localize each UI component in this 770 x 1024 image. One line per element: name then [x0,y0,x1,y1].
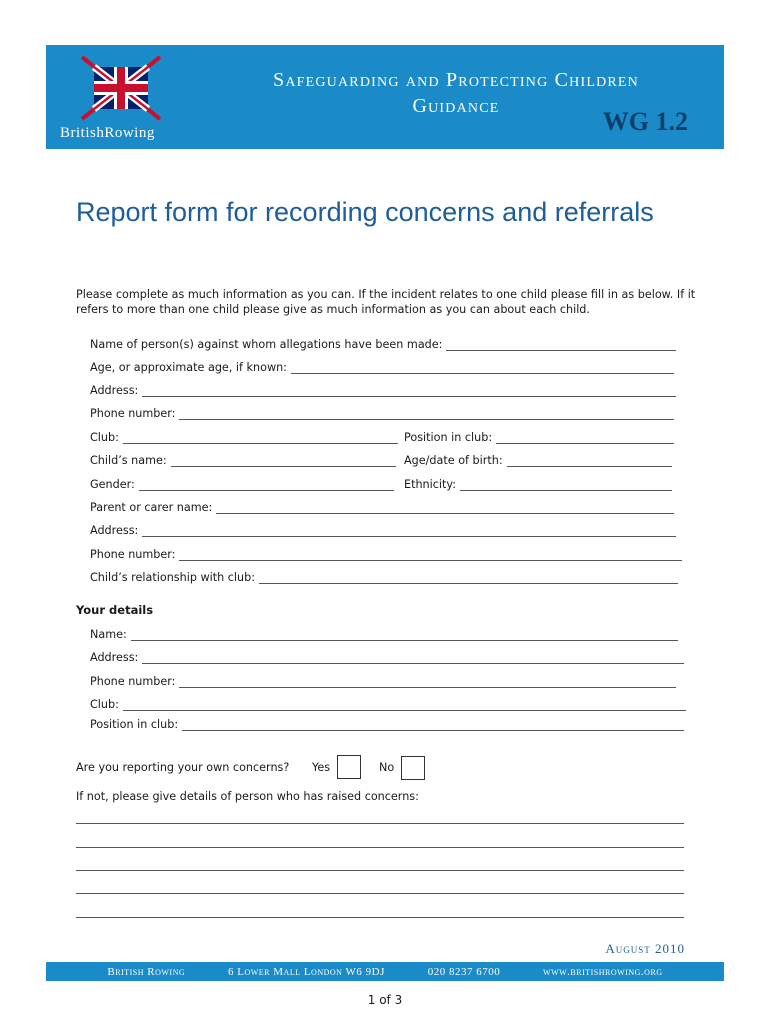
input-line[interactable] [171,455,396,467]
field-your-address[interactable] [90,648,684,664]
british-rowing-logo [60,55,180,141]
details-line-1[interactable] [76,823,684,824]
field-label: Name: [90,628,127,641]
field-your-phone[interactable] [90,672,676,688]
field-label: Position in club: [90,718,179,731]
field-your-club[interactable] [90,695,686,711]
input-line[interactable] [179,549,682,561]
input-line[interactable] [142,385,676,397]
input-line[interactable] [123,432,398,444]
input-line[interactable] [446,339,676,351]
field-label: Address: [90,524,139,537]
field-your-position[interactable] [90,715,684,731]
field-label: Age, or approximate age, if known: [90,361,287,374]
field-address[interactable] [90,381,676,397]
input-line[interactable] [131,629,678,641]
field-name-alleged[interactable] [90,335,676,351]
field-phone-2[interactable] [90,545,682,561]
union-jack-oars-icon [80,55,162,121]
field-label: Child’s relationship with club: [90,571,255,584]
your-details-heading: Your details [76,603,154,617]
field-label: Phone number: [90,407,176,420]
field-gender[interactable] [90,475,394,491]
input-line[interactable] [179,408,674,420]
field-club[interactable] [90,428,398,444]
yes-checkbox[interactable] [337,755,361,779]
field-age[interactable] [90,358,674,374]
field-age-dob[interactable] [404,451,672,467]
no-checkbox[interactable] [401,756,425,780]
logo-wordmark: BritishRowing [60,125,155,141]
page-title: Report form for recording concerns and referrals [76,197,654,227]
guidance-title-line2: Guidance [412,95,500,117]
details-line-5[interactable] [76,917,684,918]
input-line[interactable] [507,455,672,467]
field-label: Child’s name: [90,454,167,467]
input-line[interactable] [460,479,672,491]
field-ethnicity[interactable] [404,475,672,491]
details-line-4[interactable] [76,893,684,894]
input-line[interactable] [139,479,394,491]
guidance-title-line1: Safeguarding and Protecting Children [273,69,639,91]
document-date: August 2010 [605,941,685,956]
field-label: Parent or carer name: [90,501,213,514]
field-label: Club: [90,698,119,711]
details-line-2[interactable] [76,847,684,848]
input-line[interactable] [123,699,686,711]
field-your-name[interactable] [90,625,678,641]
field-parent[interactable] [90,498,674,514]
input-line[interactable] [182,719,684,731]
input-line[interactable] [291,362,674,374]
input-line[interactable] [142,525,676,537]
footer-phone: 020 8237 6700 [427,965,501,978]
no-label: No [379,761,395,774]
reporting-question: Are you reporting your own concerns? [76,761,290,774]
field-label: Address: [90,384,139,397]
footer-org: British Rowing [107,965,186,978]
footer-bar [46,962,724,981]
input-line[interactable] [142,652,684,664]
field-label: Gender: [90,478,135,491]
input-line[interactable] [179,676,676,688]
field-position[interactable] [404,428,674,444]
details-line-3[interactable] [76,870,684,871]
field-label: Name of person(s) against whom allegations have been made: [90,338,443,351]
input-line[interactable] [496,432,674,444]
field-child-name[interactable] [90,451,396,467]
field-relationship[interactable] [90,568,678,584]
details-question: If not, please give details of person who has raised concerns: [76,790,419,803]
intro-text: Please complete as much information as you can. If the incident relates to one child please fill in as below. If it refers to more than one child please give as much information as you can about each child. [76,288,696,316]
page-number: 1 of 3 [367,993,403,1007]
field-phone[interactable] [90,404,674,420]
field-label: Age/date of birth: [404,454,503,467]
input-line[interactable] [216,502,674,514]
field-label: Address: [90,651,139,664]
field-label: Phone number: [90,548,176,561]
input-line[interactable] [259,572,678,584]
field-label: Phone number: [90,675,176,688]
field-label: Ethnicity: [404,478,456,491]
document-code: WG 1.2 [602,107,688,136]
footer-web: www.britishrowing.org [543,965,663,978]
field-address-2[interactable] [90,521,676,537]
field-label: Position in club: [404,431,493,444]
yes-label: Yes [312,761,331,774]
footer-address: 6 Lower Mall London W6 9DJ [227,965,385,978]
field-label: Club: [90,431,119,444]
header-banner [46,45,724,149]
